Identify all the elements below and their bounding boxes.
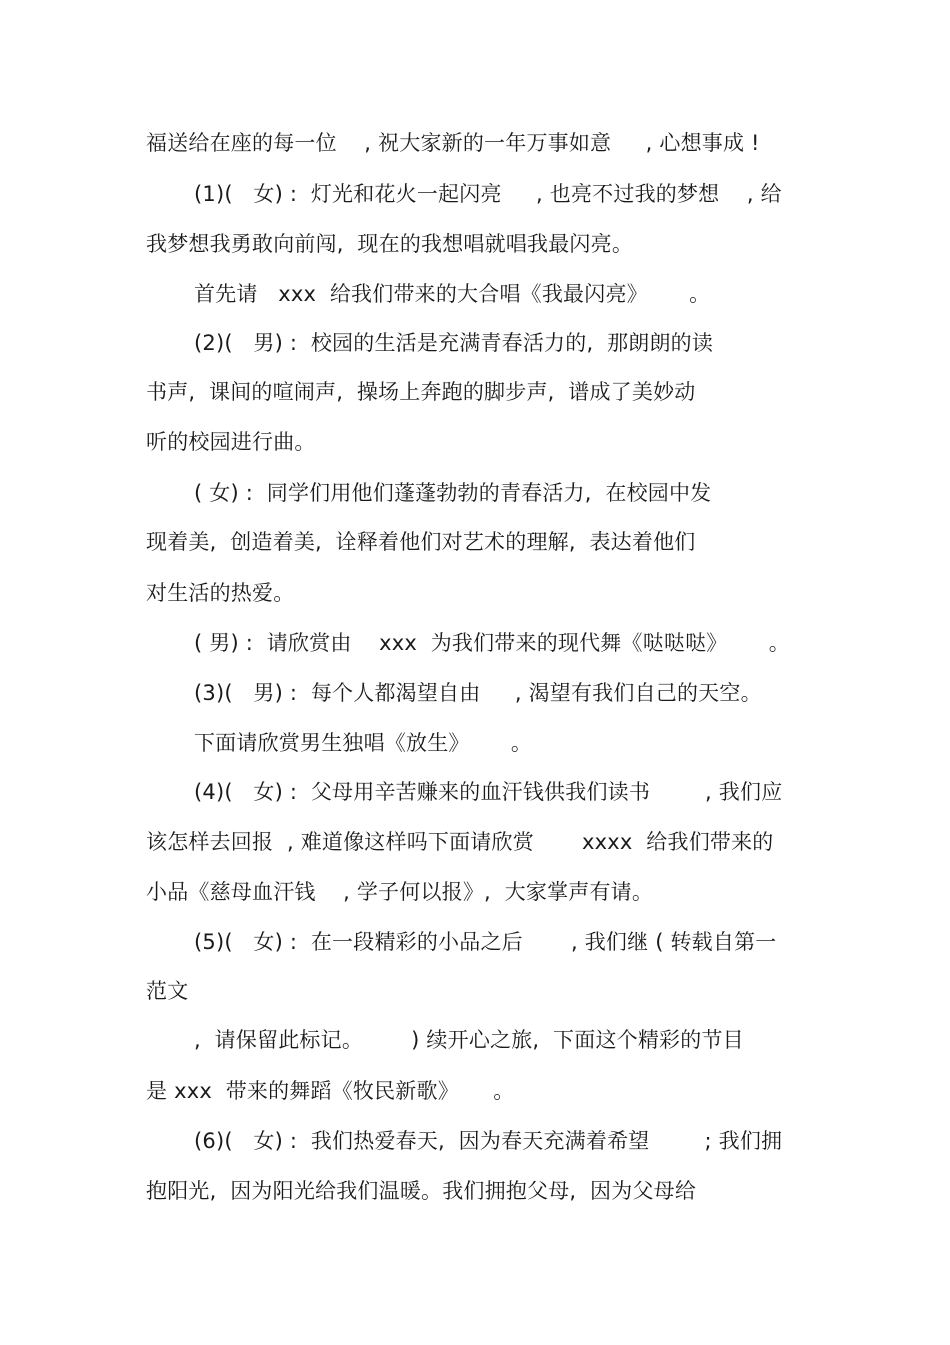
text-line: 下面请欣赏男生独唱《放生》 。 <box>194 731 533 755</box>
text-line: 小品《慈母血汗钱 , 学子何以报》, 大家掌声有请。 <box>146 880 654 904</box>
text-line: (3)( 男) : 每个人都渴望自由 , 渴望有我们自己的天空。 <box>194 681 762 705</box>
text-line: 现着美, 创造着美, 诠释着他们对艺术的理解, 表达着他们 <box>146 530 696 554</box>
text-line: 是 xxx 带来的舞蹈《牧民新歌》 。 <box>146 1079 515 1103</box>
text-line: 福送给在座的每一位 , 祝大家新的一年万事如意 , 心想事成 ! <box>146 131 760 155</box>
text-line: 该怎样去回报 , 难道像这样吗下面请欣赏 xxxx 给我们带来的 <box>146 830 774 854</box>
text-line: ( 男) : 请欣赏由 xxx 为我们带来的现代舞《哒哒哒》 。 <box>194 631 790 655</box>
text-line: (6)( 女) : 我们热爱春天, 因为春天充满着希望 ; 我们拥 <box>194 1129 783 1153</box>
text-line: (4)( 女) : 父母用辛苦赚来的血汗钱供我们读书 , 我们应 <box>194 780 783 804</box>
text-line: ( 女) : 同学们用他们蓬蓬勃勃的青春活力, 在校园中发 <box>194 481 712 505</box>
text-line: 我梦想我勇敢向前闯, 现在的我想唱就唱我最闪亮。 <box>146 232 634 256</box>
text-line: (5)( 女) : 在一段精彩的小品之后 , 我们继 ( 转载自第一 <box>194 930 777 954</box>
text-line: 书声, 课间的喧闹声, 操场上奔跑的脚步声, 谱成了美妙动 <box>146 380 696 404</box>
text-line: 听的校园进行曲。 <box>146 430 316 454</box>
text-line: , 请保留此标记。 ) 续开心之旅, 下面这个精彩的节目 <box>194 1028 744 1052</box>
text-line: (2)( 男) : 校园的生活是充满青春活力的, 那朗朗的读 <box>194 331 714 355</box>
text-line: 范文 <box>146 979 189 1003</box>
text-line: 首先请 xxx 给我们带来的大合唱《我最闪亮》 。 <box>194 282 711 306</box>
text-line: 对生活的热爱。 <box>146 581 295 605</box>
text-line: (1)( 女) : 灯光和花火一起闪亮 , 也亮不过我的梦想 , 给 <box>194 182 782 206</box>
text-line: 抱阳光, 因为阳光给我们温暖。我们拥抱父母, 因为父母给 <box>146 1179 697 1203</box>
